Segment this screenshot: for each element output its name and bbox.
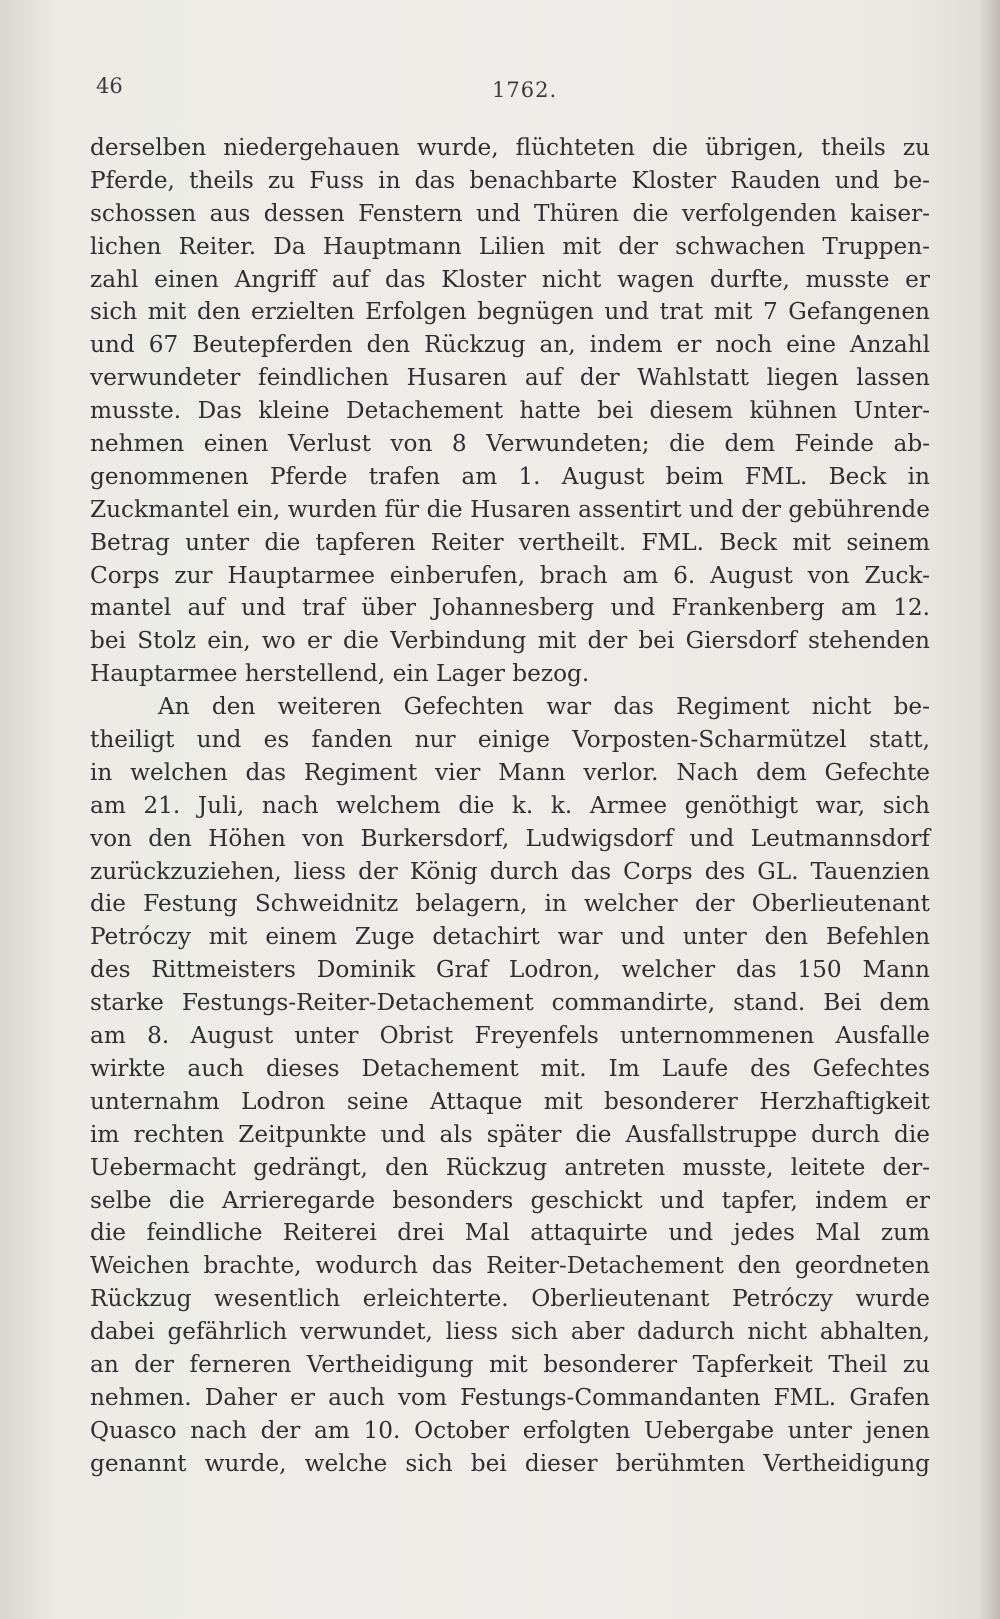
text-line: genommenen Pferde trafen am 1. August beim FML. Beck in	[90, 462, 930, 490]
text-line: von den Höhen von Burkersdorf, Ludwigsdorf und Leutmannsdorf	[90, 824, 930, 852]
text-line: starke Festungs-Reiter-Detachement commandirte, stand. Bei dem	[90, 989, 930, 1017]
text-line: wirkte auch dieses Detachement mit. Im Laufe des Gefechtes	[90, 1054, 930, 1082]
text-line: musste. Das kleine Detachement hatte bei diesem kühnen Unter-	[90, 397, 930, 425]
text-line: Betrag unter die tapferen Reiter vertheilt. FML. Beck mit seinem	[90, 528, 930, 556]
text-line: lichen Reiter. Da Hauptmann Lilien mit der schwachen Truppen-	[90, 232, 930, 260]
text-line: unternahm Lodron seine Attaque mit besonderer Herzhaftigkeit	[90, 1087, 930, 1115]
text-line: Hauptarmee herstellend, ein Lager bezog.	[90, 660, 590, 688]
page-number: 46	[96, 74, 123, 98]
text-line: am 8. August unter Obrist Freyenfels unternommenen Ausfalle	[90, 1022, 930, 1050]
text-line: nehmen. Daher er auch vom Festungs-Commandanten FML. Grafen	[90, 1383, 930, 1411]
text-line: sich mit den erzielten Erfolgen begnügen und trat mit 7 Gefangenen	[90, 298, 930, 326]
text-line: Zuckmantel ein, wurden für die Husaren assentirt und der gebührende	[90, 495, 930, 523]
page-header	[96, 74, 936, 108]
text-line: die Festung Schweidnitz belagern, in welcher der Oberlieutenant	[90, 890, 930, 918]
text-line: Pferde, theils zu Fuss in das benachbarte Kloster Rauden und be-	[90, 166, 930, 194]
text-line: verwundeter feindlichen Husaren auf der Wahlstatt liegen lassen	[90, 364, 930, 392]
text-line: Weichen brachte, wodurch das Reiter-Detachement den geordneten	[90, 1252, 930, 1280]
text-line: nehmen einen Verlust von 8 Verwundeten; die dem Feinde ab-	[90, 430, 930, 458]
body-text	[90, 132, 930, 1481]
text-line: im rechten Zeitpunkte und als später die Ausfallstruppe durch die	[90, 1120, 930, 1148]
text-line: in welchen das Regiment vier Mann verlor. Nach dem Gefechte	[90, 758, 930, 786]
text-line: derselben niedergehauen wurde, flüchteten die übrigen, theils zu	[90, 134, 930, 161]
text-line: schossen aus dessen Fenstern und Thüren die verfolgenden kaiser-	[90, 199, 930, 227]
text-line: an der ferneren Vertheidigung mit besonderer Tapferkeit Theil zu	[90, 1350, 930, 1378]
text-line: genannt wurde, welche sich bei dieser berühmten Vertheidigung	[90, 1449, 930, 1477]
text-line: mantel auf und traf über Johannesberg und Frankenberg am 12.	[90, 594, 930, 622]
text-line: bei Stolz ein, wo er die Verbindung mit der bei Giersdorf stehenden	[90, 627, 930, 655]
text-line: und 67 Beutepferden den Rückzug an, indem er noch eine Anzahl	[90, 331, 930, 359]
text-line: zahl einen Angriff auf das Kloster nicht wagen durfte, musste er	[90, 265, 930, 293]
text-line: zurückzuziehen, liess der König durch das Corps des GL. Tauenzien	[90, 857, 930, 885]
text-line: theiligt und es fanden nur einige Vorposten-Scharmützel statt,	[90, 726, 930, 754]
running-head-year: 1762.	[492, 78, 558, 102]
text-line: des Rittmeisters Dominik Graf Lodron, welcher das 150 Mann	[90, 956, 930, 984]
text-line: selbe die Arrieregarde besonders geschickt und tapfer, indem er	[90, 1186, 930, 1214]
text-line: Quasco nach der am 10. October erfolgten Uebergabe unter jenen	[90, 1416, 930, 1444]
text-line: Uebermacht gedrängt, den Rückzug antreten musste, leitete der-	[90, 1153, 930, 1181]
text-line: die feindliche Reiterei drei Mal attaquirte und jedes Mal zum	[90, 1219, 930, 1247]
text-line: Corps zur Hauptarmee einberufen, brach am 6. August von Zuck-	[90, 561, 930, 589]
text-line: Rückzug wesentlich erleichterte. Oberlieutenant Petróczy wurde	[90, 1285, 930, 1313]
text-line: dabei gefährlich verwundet, liess sich aber dadurch nicht abhalten,	[90, 1318, 930, 1346]
page-edge-shadow	[978, 0, 1000, 1619]
text-line: Petróczy mit einem Zuge detachirt war und unter den Befehlen	[90, 923, 930, 951]
text-line: am 21. Juli, nach welchem die k. k. Armee genöthigt war, sich	[90, 791, 930, 819]
text-line: An den weiteren Gefechten war das Regiment nicht be-	[158, 693, 930, 721]
